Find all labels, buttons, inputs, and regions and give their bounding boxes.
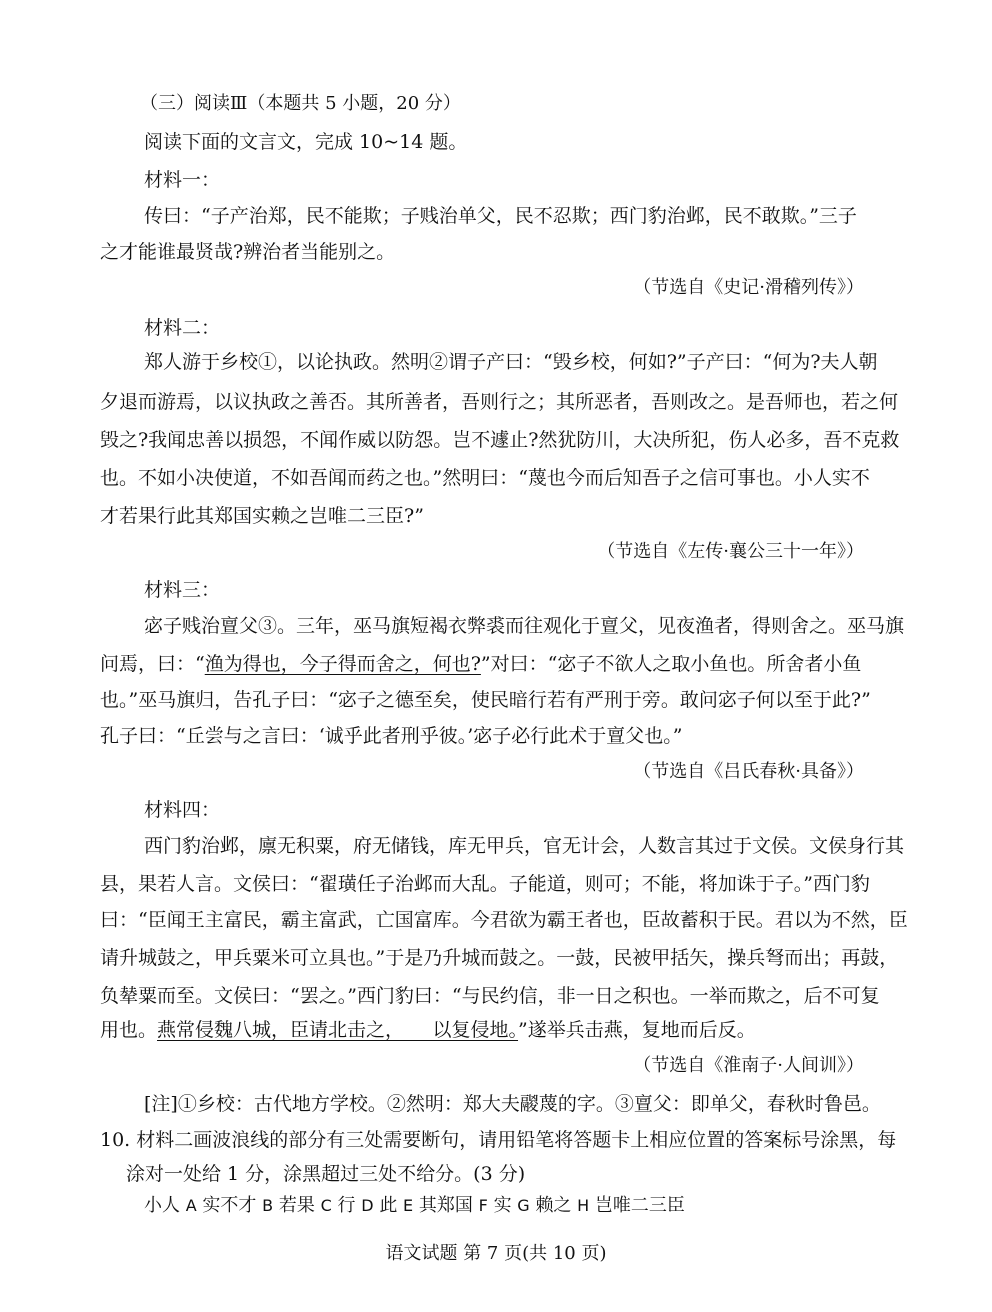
option-h[interactable]: H <box>577 1196 590 1215</box>
option-d[interactable]: D <box>361 1196 374 1215</box>
segment-text: 小人 <box>144 1195 180 1216</box>
material-4-line-6-start: 用也。 <box>100 1019 158 1041</box>
material-2-line-4: 也。不如小决使道，不如吾闻而药之也。”然明曰：“蔑也今而后知吾子之信可事也。小人实不 <box>100 467 870 489</box>
material-3-line-2-start: 问焉，曰：“ <box>100 653 205 675</box>
question-10-line-1: 10. 材料二画波浪线的部分有三处需要断句，请用铅笔将答题卡上相应位置的答案标号涂黑，每 <box>100 1129 897 1151</box>
material-1-line-1: 传曰：“子产治郑，民不能欺；子贱治单父，民不忍欺；西门豹治邺，民不敢欺。”三子 <box>144 205 857 227</box>
material-1-source: （节选自《史记·滑稽列传》） <box>633 277 864 298</box>
option-e[interactable]: E <box>403 1196 414 1215</box>
material-4-line-2: 县，果若人言。文侯曰：“翟璜任子治邺而大乱。子能道，则可；不能，将加诛于子。”西门豹 <box>100 873 870 895</box>
material-2-line-1: 郑人游于乡校①，以论执政。然明②谓子产曰：“毁乡校，何如?”子产曰：“何为?夫人朝 <box>144 351 878 373</box>
option-f[interactable]: F <box>478 1196 488 1215</box>
material-3-label: 材料三： <box>144 579 221 601</box>
underlined-sentence-1: 渔为得也，今子得而舍之，何也? <box>204 653 481 675</box>
material-2-line-2: 夕退而游焉，以议执政之善否。其所善者，吾则行之；其所恶者，吾则改之。是吾师也，若之何 <box>100 391 899 413</box>
material-4-line-5: 负辇粟而至。文侯曰：“罢之。”西门豹曰：“与民约信，非一日之积也。一举而欺之，后不可复 <box>100 985 880 1007</box>
material-4-source: （节选自《淮南子·人间训》） <box>633 1055 864 1076</box>
material-3-line-1: 宓子贱治亶父③。三年，巫马旗短褐衣弊裘而往观化于亶父，见夜渔者，得则舍之。巫马旗 <box>144 615 905 637</box>
page-footer: 语文试题 第 7 页(共 10 页) <box>385 1243 607 1264</box>
material-4-line-4: 请升城鼓之，甲兵粟米可立具也。”于是乃升城而鼓之。一鼓，民被甲括矢，操兵弩而出；再鼓， <box>100 947 899 969</box>
material-4-line-1: 西门豹治邺，廪无积粟，府无储钱，库无甲兵，官无计会，人数言其过于文侯。文侯身行其 <box>144 835 905 857</box>
annotation-notes: [注]①乡校：古代地方学校。②然明：郑大夫鬷蔑的字。③亶父：即单父，春秋时鲁邑。 <box>144 1093 881 1115</box>
option-a[interactable]: A <box>185 1196 197 1215</box>
instruction: 阅读下面的文言文，完成 10~14 题。 <box>144 131 468 153</box>
question-10-line-2: 涂对一处给 1 分，涂黑超过三处不给分。(3 分) <box>126 1163 526 1185</box>
material-2-line-3: 毁之?我闻忠善以损怨，不闻作威以防怨。岂不遽止?然犹防川，大决所犯，伤人必多，吾不克救 <box>100 429 900 451</box>
segment-text: 其郑国 <box>418 1195 473 1216</box>
option-b[interactable]: B <box>262 1196 274 1215</box>
material-1-line-2: 之才能谁最贤哉?辨治者当能别之。 <box>100 241 396 263</box>
material-3-line-2 <box>100 652 861 676</box>
material-4-line-6 <box>100 1018 756 1042</box>
material-2-label: 材料二： <box>144 317 221 339</box>
segment-text: 岂唯二三臣 <box>594 1195 685 1216</box>
segment-text: 赖之 <box>535 1195 572 1216</box>
question-10-options <box>144 1194 685 1218</box>
option-c[interactable]: C <box>320 1196 332 1215</box>
material-3-line-3: 也。”巫马旗归，告孔子曰：“宓子之德至矣，使民暗行若有严刑于旁。敢问宓子何以至于此?” <box>100 689 871 711</box>
segment-text: 行 <box>337 1195 356 1216</box>
segment-text: 实不才 <box>202 1195 257 1216</box>
material-2-source: （节选自《左传·襄公三十一年》） <box>597 541 864 562</box>
material-3-line-4: 孔子曰：“丘尝与之言曰：‘诚乎此者刑乎彼。’宓子必行此术于亶父也。” <box>100 725 683 747</box>
material-4-line-6-end: ”遂举兵击燕，复地而后反。 <box>518 1019 756 1041</box>
option-g[interactable]: G <box>517 1196 530 1215</box>
material-2-line-5: 才若果行此其郑国实赖之岂唯二三臣?” <box>100 505 424 527</box>
material-3-source: （节选自《吕氏春秋·具备》） <box>633 761 864 782</box>
segment-text: 若果 <box>278 1195 315 1216</box>
material-1-label: 材料一： <box>144 169 221 191</box>
segment-text: 此 <box>379 1195 398 1216</box>
material-3-line-2-end: ”对曰：“宓子不欲人之取小鱼也。所舍者小鱼 <box>480 653 862 675</box>
material-4-label: 材料四： <box>144 799 221 821</box>
material-4-line-3: 曰：“臣闻王主富民，霸主富武，亡国富库。今君欲为霸王者也，臣故蓄积于民。君以为不然，臣 <box>100 909 908 931</box>
underlined-sentence-2: 燕常侵魏八城，臣请北击之， 以复侵地。 <box>157 1019 519 1041</box>
segment-text: 实 <box>493 1195 512 1216</box>
section-title: （三）阅读Ⅲ（本题共 5 小题，20 分） <box>140 93 461 114</box>
